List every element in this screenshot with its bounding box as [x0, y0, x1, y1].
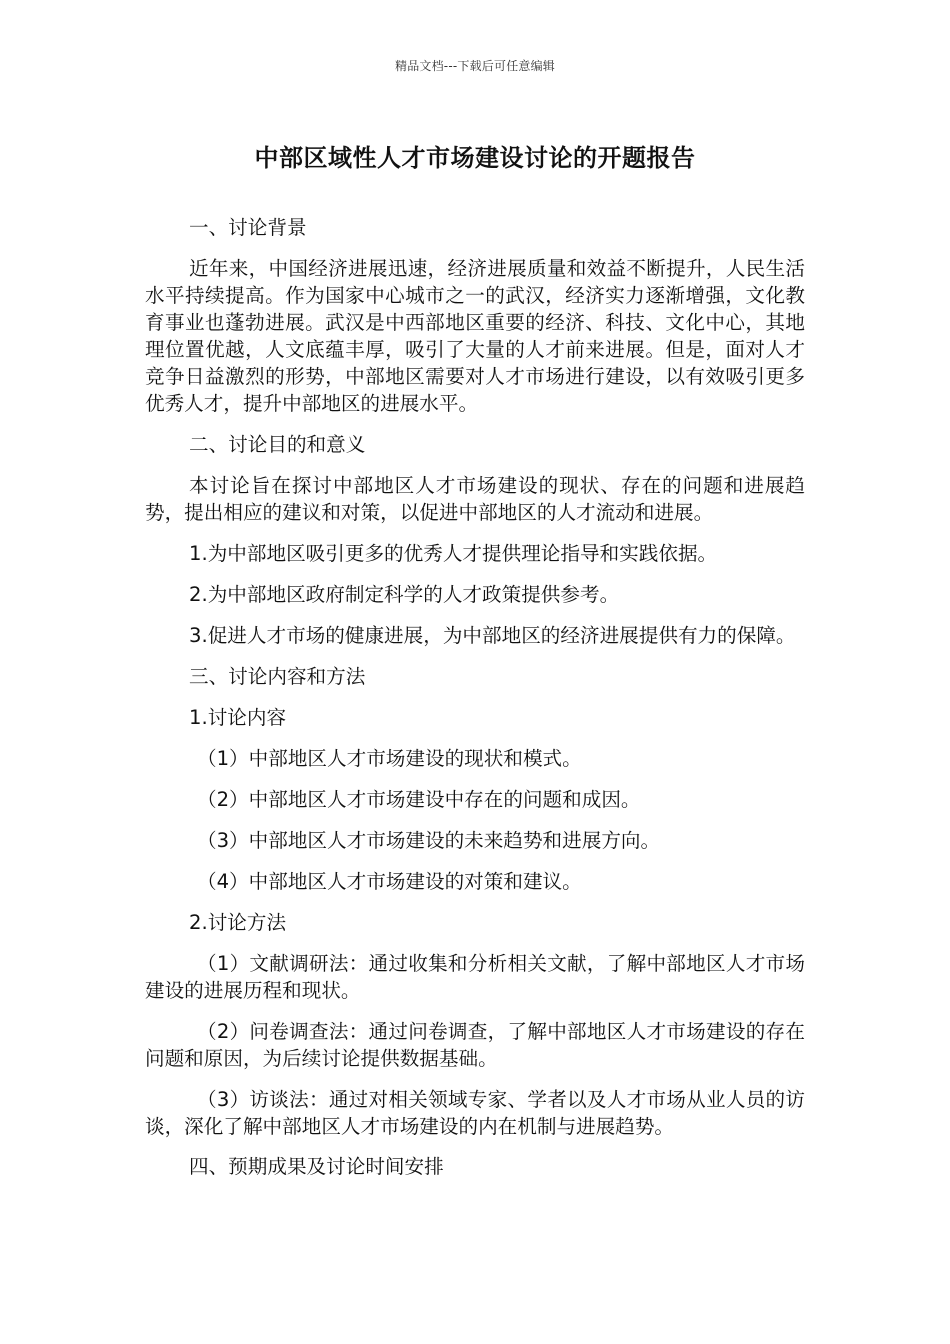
purpose-item-3: 3.促进人才市场的健康进展，为中部地区的经济进展提供有力的保障。 [189, 624, 796, 647]
document-body [145, 214, 805, 1194]
content-item-2: （2）中部地区人才市场建设中存在的问题和成因。 [197, 788, 641, 811]
paragraph-background: 近年来，中国经济进展迅速，经济进展质量和效益不断提升，人民生活水平持续提高。作为国家中心城市之一的武汉，经济实力逐渐增强，文化教育事业也蓬勃进展。武汉是中西部地区重要的经济、科技、文化中心，其地理位置优越，人文底蕴丰厚，吸引了大量的人才前来进展。但是，面对人才竞争日益激烈的形势，中部地区需要对人才市场进行建设，以有效吸引更多优秀人才，提升中部地区的进展水平。 [145, 257, 805, 415]
section-heading-purpose: 二、讨论目的和意义 [189, 433, 366, 456]
content-item-4: （4）中部地区人才市场建设的对策和建议。 [197, 870, 582, 893]
method-item-2: （2）问卷调查法：通过问卷调查，了解中部地区人才市场建设的存在问题和原因，为后续讨论提供数据基础。 [145, 1020, 805, 1070]
content-item-3: （3）中部地区人才市场建设的未来趋势和进展方向。 [197, 829, 661, 852]
section-heading-content-method: 三、讨论内容和方法 [189, 665, 366, 688]
purpose-item-1: 1.为中部地区吸引更多的优秀人才提供理论指导和实践依据。 [189, 542, 718, 565]
content-item-1: （1）中部地区人才市场建设的现状和模式。 [197, 747, 582, 770]
subheading-method: 2.讨论方法 [189, 911, 287, 934]
purpose-item-2: 2.为中部地区政府制定科学的人才政策提供参考。 [189, 583, 620, 606]
method-item-3: （3）访谈法：通过对相关领域专家、学者以及人才市场从业人员的访谈，深化了解中部地区人才市场建设的内在机制与进展趋势。 [145, 1088, 805, 1138]
subheading-content: 1.讨论内容 [189, 706, 287, 729]
document-title: 中部区域性人才市场建设讨论的开题报告 [254, 144, 696, 172]
section-heading-outcomes: 四、预期成果及讨论时间安排 [189, 1155, 444, 1178]
paragraph-purpose: 本讨论旨在探讨中部地区人才市场建设的现状、存在的问题和进展趋势，提出相应的建议和对策，以促进中部地区的人才流动和进展。 [145, 474, 805, 524]
section-heading-background: 一、讨论背景 [189, 216, 307, 239]
method-item-1: （1）文献调研法：通过收集和分析相关文献，了解中部地区人才市场建设的进展历程和现状。 [145, 952, 805, 1002]
header-note: 精品文档---下载后可任意编辑 [395, 59, 555, 73]
